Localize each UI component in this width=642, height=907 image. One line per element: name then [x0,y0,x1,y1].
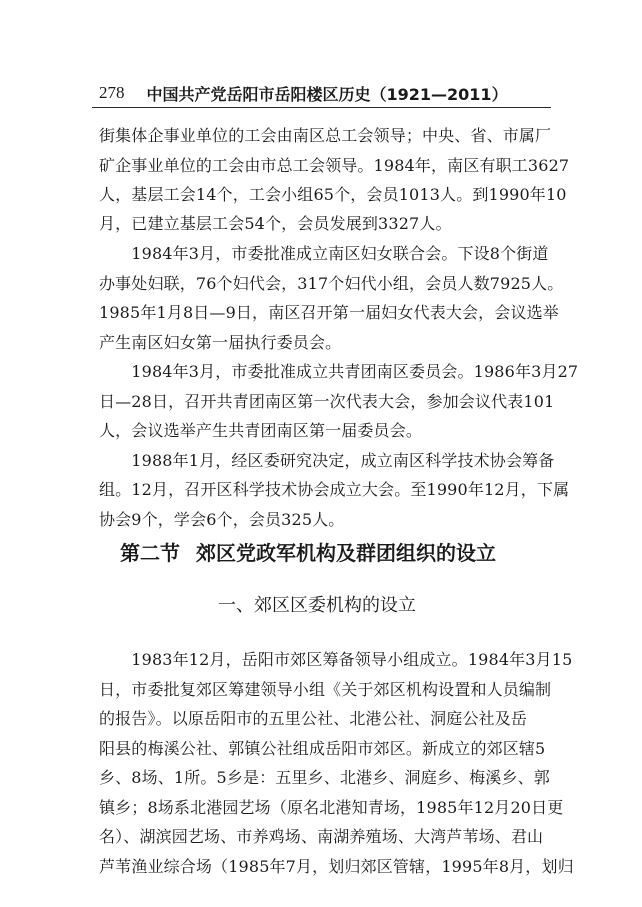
text-line: 街集体企事业单位的工会由南区总工会领导；中央、省、市属厂 [99,126,552,145]
section-heading [120,540,540,566]
text-line: 组。12月，召开区科学技术协会成立大会。至1990年12月，下属 [99,480,570,499]
text-line: 人，基层工会14个，工会小组65个，会员1013人。到1990年10 [99,185,567,204]
running-header [99,81,549,105]
text-line: 办事处妇联，76个妇代会，317个妇代小组，会员人数7925人。 [99,274,564,293]
text-line: 月，已建立基层工会54个，会员发展到3327人。 [99,214,452,233]
text-line: 产生南区妇女第一届执行委员会。 [99,333,342,352]
text-line: 1983年12月，岳阳市郊区筹备领导小组成立。1984年3月15 [99,650,573,669]
text-line: 1988年1月，经区委研究决定，成立南区科学技术协会筹备 [99,451,555,470]
text-line: 协会9个，学会6个，会员325人。 [99,510,345,529]
page-number: 278 [99,83,125,102]
text-line: 矿企事业单位的工会由市总工会领导。1984年，南区有职工3627 [99,156,570,175]
section-title: 郊区党政军机构及群团组织的设立 [196,541,496,565]
text-line: 日，市委批复郊区筹建领导小组《关于郊区机构设置和人员编制 [99,680,552,699]
text-line: 乡、8场、1所。5乡是：五里乡、北港乡、洞庭乡、梅溪乡、郭 [99,768,550,787]
subsection-heading: 一、郊区区委机构的设立 [218,595,416,616]
text-line: 名）、湖滨园艺场、市养鸡场、南湖养殖场、大湾芦苇场、君山 [99,827,544,846]
text-line: 1984年3月，市委批准成立南区妇女联合会。下设8个街道 [99,244,549,263]
text-line: 1984年3月，市委批准成立共青团南区委员会。1986年3月27 [99,362,579,381]
book-title: 中国共产党岳阳市岳阳楼区历史（1921—2011） [146,84,508,104]
text-line: 镇乡；8场系北港园艺场（原名北港知青场，1985年12月20日更 [99,798,564,817]
text-line: 1985年1月8日—9日，南区召开第一届妇女代表大会，会议选举 [99,303,559,322]
text-line: 日—28日，召开共青团南区第一次代表大会，参加会议代表101 [99,392,555,411]
text-line: 芦苇渔业综合场（1985年7月，划归郊区管辖，1995年8月，划归 [99,857,574,876]
section-number: 第二节 [120,541,180,565]
header-rule [92,107,551,108]
text-line: 人，会议选举产生共青团南区第一届委员会。 [99,421,423,440]
text-line: 阳县的梅溪公社、郭镇公社组成岳阳市郊区。新成立的郊区辖5 [99,739,546,758]
text-line: 的报告》。以原岳阳市的五里公社、北港公社、洞庭公社及岳 [99,709,528,728]
